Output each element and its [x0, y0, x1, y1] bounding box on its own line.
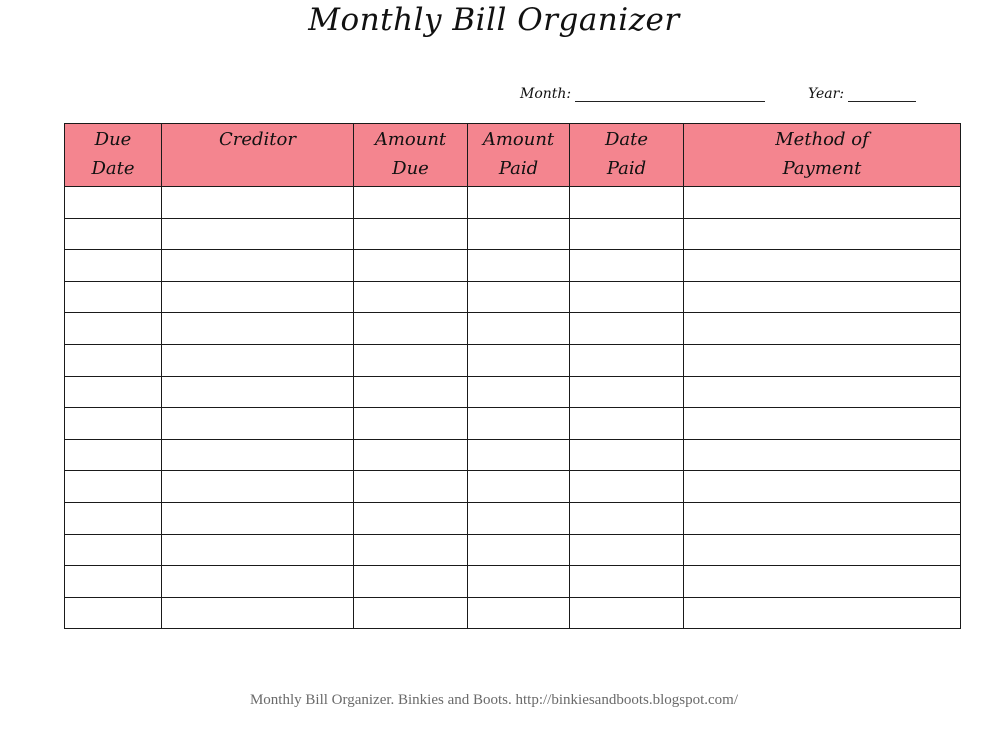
table-row	[65, 534, 961, 566]
due-date-cell[interactable]	[65, 218, 162, 250]
table-row	[65, 344, 961, 376]
method-of-payment-cell[interactable]	[684, 281, 961, 313]
amount-paid-cell[interactable]	[468, 187, 570, 219]
amount-due-cell[interactable]	[354, 439, 468, 471]
amount-due-cell[interactable]	[354, 471, 468, 503]
amount-due-cell[interactable]	[354, 313, 468, 345]
date-paid-cell[interactable]	[570, 502, 684, 534]
amount-paid-cell[interactable]	[468, 313, 570, 345]
amount-paid-cell[interactable]	[468, 344, 570, 376]
creditor-cell[interactable]	[162, 439, 354, 471]
method-of-payment-cell[interactable]	[684, 408, 961, 440]
amount-due-cell[interactable]	[354, 566, 468, 598]
method-of-payment-cell[interactable]	[684, 376, 961, 408]
date-paid-cell[interactable]	[570, 376, 684, 408]
table-row	[65, 313, 961, 345]
date-paid-cell[interactable]	[570, 218, 684, 250]
date-paid-cell[interactable]	[570, 439, 684, 471]
amount-paid-cell[interactable]	[468, 439, 570, 471]
creditor-cell[interactable]	[162, 534, 354, 566]
date-paid-cell[interactable]	[570, 344, 684, 376]
due-date-cell[interactable]	[65, 534, 162, 566]
amount-due-cell[interactable]	[354, 502, 468, 534]
table-row	[65, 597, 961, 629]
due-date-cell[interactable]	[65, 313, 162, 345]
amount-due-cell[interactable]	[354, 281, 468, 313]
amount-due-cell[interactable]	[354, 344, 468, 376]
method-of-payment-cell[interactable]	[684, 597, 961, 629]
method-of-payment-cell[interactable]	[684, 502, 961, 534]
method-of-payment-cell[interactable]	[684, 439, 961, 471]
amount-paid-cell[interactable]	[468, 281, 570, 313]
creditor-cell[interactable]	[162, 218, 354, 250]
due-date-cell[interactable]	[65, 376, 162, 408]
column-header-line: Due	[94, 129, 132, 150]
date-paid-cell[interactable]	[570, 281, 684, 313]
table-row	[65, 566, 961, 598]
table-row	[65, 281, 961, 313]
date-paid-cell[interactable]	[570, 313, 684, 345]
creditor-cell[interactable]	[162, 471, 354, 503]
amount-paid-cell[interactable]	[468, 502, 570, 534]
amount-paid-cell[interactable]	[468, 408, 570, 440]
method-of-payment-cell[interactable]	[684, 313, 961, 345]
table-row	[65, 187, 961, 219]
date-paid-cell[interactable]	[570, 187, 684, 219]
creditor-cell[interactable]	[162, 566, 354, 598]
amount-paid-cell[interactable]	[468, 376, 570, 408]
due-date-cell[interactable]	[65, 408, 162, 440]
month-field[interactable]	[520, 86, 765, 102]
column-header-line: Payment	[782, 158, 862, 179]
method-of-payment-cell[interactable]	[684, 471, 961, 503]
year-field[interactable]	[808, 86, 916, 102]
bill-rows	[65, 187, 961, 629]
method-of-payment-cell[interactable]	[684, 218, 961, 250]
amount-due-cell[interactable]	[354, 250, 468, 282]
due-date-cell[interactable]	[65, 471, 162, 503]
amount-paid-cell[interactable]	[468, 597, 570, 629]
column-header-creditor	[162, 124, 354, 187]
column-header-line: Method of	[775, 129, 869, 150]
method-of-payment-cell[interactable]	[684, 187, 961, 219]
method-of-payment-cell[interactable]	[684, 344, 961, 376]
year-input-line[interactable]	[848, 87, 916, 102]
amount-due-cell[interactable]	[354, 187, 468, 219]
month-label: Month:	[520, 86, 572, 102]
table-row	[65, 439, 961, 471]
bill-table	[64, 123, 961, 629]
amount-due-cell[interactable]	[354, 376, 468, 408]
due-date-cell[interactable]	[65, 187, 162, 219]
due-date-cell[interactable]	[65, 566, 162, 598]
date-paid-cell[interactable]	[570, 408, 684, 440]
date-paid-cell[interactable]	[570, 597, 684, 629]
due-date-cell[interactable]	[65, 502, 162, 534]
method-of-payment-cell[interactable]	[684, 566, 961, 598]
column-header-due-date	[65, 124, 162, 187]
amount-paid-cell[interactable]	[468, 566, 570, 598]
column-header-line: Due	[392, 158, 429, 179]
amount-paid-cell[interactable]	[468, 250, 570, 282]
table-row	[65, 218, 961, 250]
year-label: Year:	[808, 86, 845, 102]
amount-paid-cell[interactable]	[468, 471, 570, 503]
month-input-line[interactable]	[575, 87, 765, 102]
due-date-cell[interactable]	[65, 250, 162, 282]
creditor-cell[interactable]	[162, 187, 354, 219]
table-row	[65, 250, 961, 282]
creditor-cell[interactable]	[162, 313, 354, 345]
column-header-line: Creditor	[219, 129, 296, 150]
table-row	[65, 502, 961, 534]
column-header-date-paid	[570, 124, 684, 187]
table-row	[65, 376, 961, 408]
date-paid-cell[interactable]	[570, 471, 684, 503]
footer-credit: Monthly Bill Organizer. Binkies and Boots. http://binkiesandboots.blogspot.com/	[249, 692, 739, 708]
column-header-method-of-payment	[684, 124, 961, 187]
creditor-cell[interactable]	[162, 281, 354, 313]
method-of-payment-cell[interactable]	[684, 534, 961, 566]
creditor-cell[interactable]	[162, 376, 354, 408]
amount-due-cell[interactable]	[354, 218, 468, 250]
creditor-cell[interactable]	[162, 502, 354, 534]
amount-due-cell[interactable]	[354, 534, 468, 566]
creditor-cell[interactable]	[162, 344, 354, 376]
table-row	[65, 471, 961, 503]
creditor-cell[interactable]	[162, 597, 354, 629]
column-header-line: Date	[91, 158, 135, 179]
amount-paid-cell[interactable]	[468, 218, 570, 250]
amount-paid-cell[interactable]	[468, 534, 570, 566]
due-date-cell[interactable]	[65, 281, 162, 313]
column-header-amount-paid	[468, 124, 570, 187]
table-row	[65, 408, 961, 440]
amount-due-cell[interactable]	[354, 597, 468, 629]
amount-due-cell[interactable]	[354, 408, 468, 440]
column-header-line: Date	[604, 129, 649, 150]
method-of-payment-cell[interactable]	[684, 250, 961, 282]
due-date-cell[interactable]	[65, 344, 162, 376]
column-header-line: Paid	[498, 158, 539, 179]
due-date-cell[interactable]	[65, 597, 162, 629]
creditor-cell[interactable]	[162, 250, 354, 282]
due-date-cell[interactable]	[65, 439, 162, 471]
column-header-line: Amount	[482, 129, 555, 150]
table-header-row	[65, 124, 961, 187]
page-title: Monthly Bill Organizer	[308, 2, 680, 38]
date-paid-cell[interactable]	[570, 250, 684, 282]
column-header-line: Paid	[606, 158, 647, 179]
column-header-line: Amount	[374, 129, 447, 150]
creditor-cell[interactable]	[162, 408, 354, 440]
date-paid-cell[interactable]	[570, 534, 684, 566]
column-header-amount-due	[354, 124, 468, 187]
date-paid-cell[interactable]	[570, 566, 684, 598]
